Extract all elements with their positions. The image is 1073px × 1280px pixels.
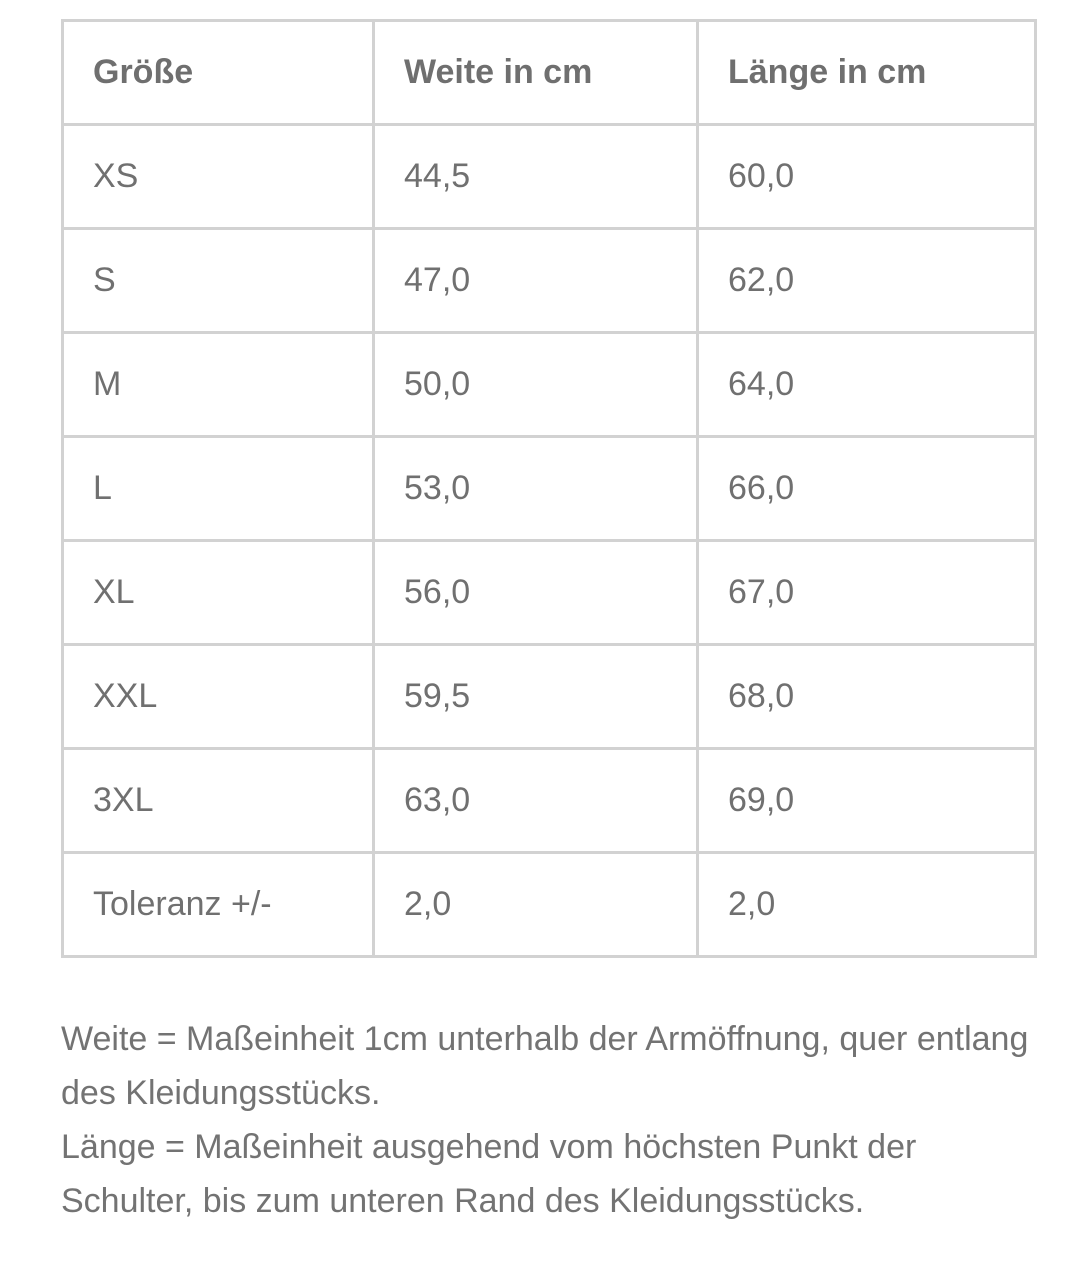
length-cell: 2,0 — [698, 853, 1036, 957]
width-cell: 47,0 — [374, 229, 698, 333]
width-cell: 56,0 — [374, 541, 698, 645]
width-cell: 2,0 — [374, 853, 698, 957]
length-note: Länge = Maßeinheit ausgehend vom höchsten Punkt der Schulter, bis zum unteren Rand des Kleidungsstücks. — [61, 1128, 917, 1220]
table-header-row — [63, 21, 1036, 125]
table-row — [63, 229, 1036, 333]
width-cell: 63,0 — [374, 749, 698, 853]
length-cell: 60,0 — [698, 125, 1036, 229]
size-cell: S — [63, 229, 374, 333]
header-size: Größe — [63, 21, 374, 125]
width-cell: 44,5 — [374, 125, 698, 229]
length-cell: 66,0 — [698, 437, 1036, 541]
tolerance-row — [63, 853, 1036, 957]
size-cell: L — [63, 437, 374, 541]
length-cell: 62,0 — [698, 229, 1036, 333]
table-row — [63, 437, 1036, 541]
size-cell: M — [63, 333, 374, 437]
table-row — [63, 333, 1036, 437]
length-cell: 69,0 — [698, 749, 1036, 853]
width-cell: 50,0 — [374, 333, 698, 437]
length-cell: 64,0 — [698, 333, 1036, 437]
size-cell: XXL — [63, 645, 374, 749]
length-cell: 67,0 — [698, 541, 1036, 645]
size-cell: 3XL — [63, 749, 374, 853]
table-row — [63, 541, 1036, 645]
width-note: Weite = Maßeinheit 1cm unterhalb der Armöffnung, quer entlang des Kleidungsstücks. — [61, 1020, 1029, 1112]
length-cell: 68,0 — [698, 645, 1036, 749]
size-cell: XL — [63, 541, 374, 645]
table-row — [63, 749, 1036, 853]
measurement-notes — [61, 1012, 1051, 1228]
size-cell: XS — [63, 125, 374, 229]
size-chart-table — [61, 19, 1037, 958]
width-cell: 59,5 — [374, 645, 698, 749]
header-length: Länge in cm — [698, 21, 1036, 125]
table-row — [63, 645, 1036, 749]
table-row — [63, 125, 1036, 229]
header-width: Weite in cm — [374, 21, 698, 125]
width-cell: 53,0 — [374, 437, 698, 541]
tolerance-label-cell: Toleranz +/- — [63, 853, 374, 957]
